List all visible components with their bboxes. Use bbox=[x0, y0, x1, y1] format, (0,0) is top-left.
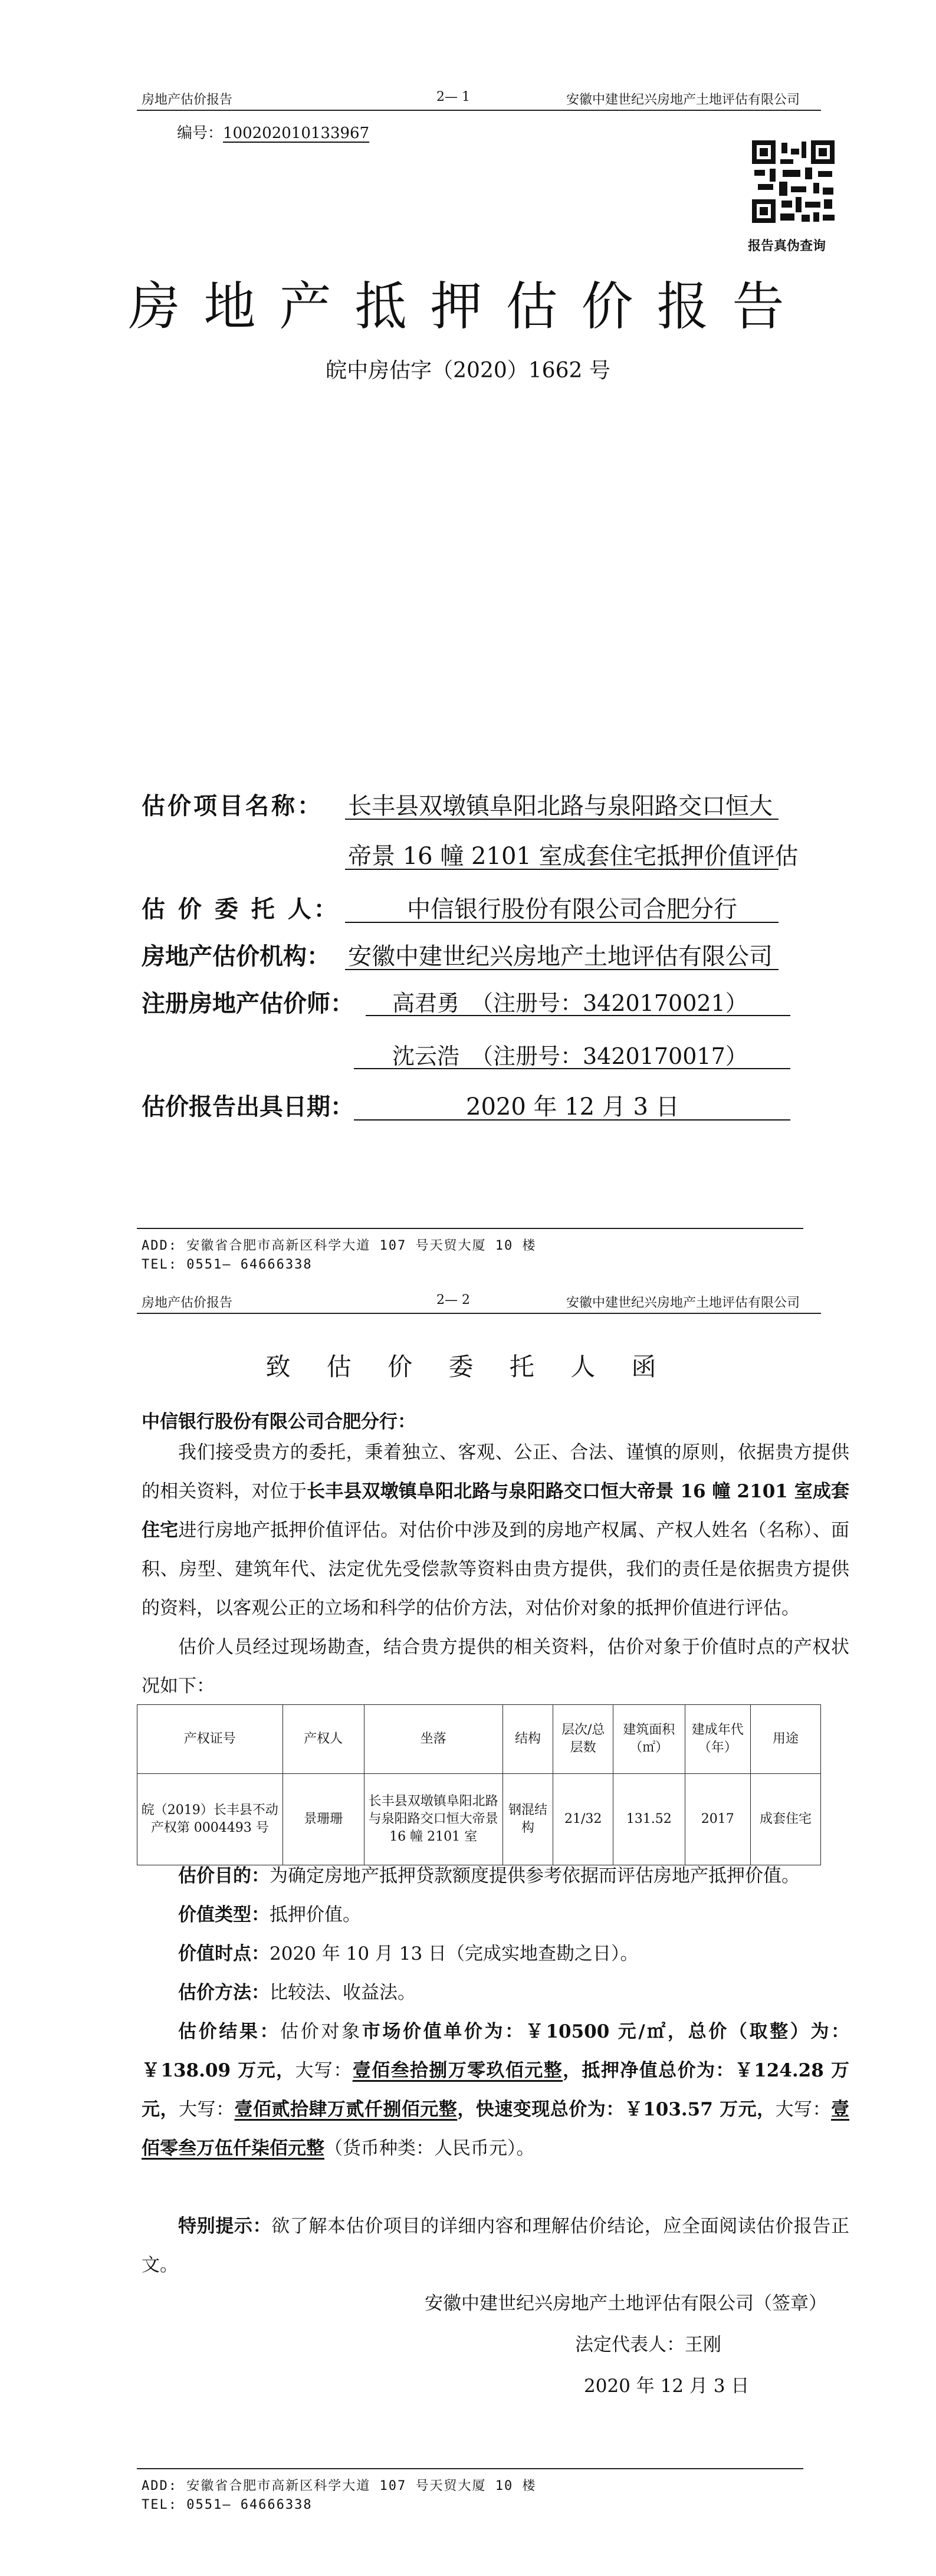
table-row bbox=[137, 1774, 821, 1865]
footer-address: ADD: 安徽省合肥市高新区科学大道 107 号天贸大厦 10 楼 bbox=[142, 1238, 537, 1253]
quick-sale-value: ，快速变现总价为：￥103.57 万元， bbox=[457, 2099, 776, 2120]
qr-code-icon[interactable] bbox=[752, 140, 835, 223]
table-header: 产权证号 bbox=[137, 1705, 283, 1774]
project-line-2: 帝景 16 幢 2101 室成套住宅抵押价值评估 bbox=[348, 843, 799, 870]
appraiser-2: 沈云浩 （注册号：3420170017） bbox=[392, 1043, 748, 1069]
footer-address: ADD: 安徽省合肥市高新区科学大道 107 号天贸大厦 10 楼 bbox=[142, 2479, 537, 2493]
property-address: 长丰县双墩镇阜阳北路与泉阳路交口恒大帝景 16 幢 2101 室成套住宅 bbox=[142, 1481, 850, 1541]
header-left: 房地产估价报告 bbox=[142, 1296, 233, 1310]
table-header: 用途 bbox=[750, 1705, 820, 1774]
signature-representative: 法定代表人：王刚 bbox=[575, 2334, 721, 2355]
table-header: 建成年代（年） bbox=[685, 1705, 750, 1774]
agency-label: 房地产估价机构： bbox=[142, 942, 330, 970]
date-value: 2020 年 12 月 3 日 bbox=[466, 1093, 679, 1121]
serial-number bbox=[177, 121, 369, 143]
value-time-line: 价值时点：2020 年 10 月 13 日（完成实地查勘之日）。 bbox=[178, 1943, 639, 1964]
appraiser-label: 注册房地产估价师： bbox=[142, 990, 354, 1017]
purpose-line: 估价目的：为确定房地产抵押贷款额度提供参考依据而评估房地产抵押价值。 bbox=[178, 1865, 800, 1887]
header-rule bbox=[137, 1313, 821, 1314]
serial-value: 100202010133967 bbox=[223, 124, 370, 142]
appraiser-1: 高君勇 （注册号：3420170021） bbox=[392, 990, 748, 1016]
project-label: 估价项目名称： bbox=[142, 792, 323, 820]
value-type-line: 价值类型：抵押价值。 bbox=[178, 1904, 361, 1926]
table-header: 产权人 bbox=[283, 1705, 364, 1774]
signature-company: 安徽中建世纪兴房地产土地评估有限公司（签章） bbox=[425, 2293, 827, 2314]
report-doc-number: 皖中房估字（2020）1662 号 bbox=[326, 359, 610, 383]
footer-tel: TEL: 0551— 64666338 bbox=[142, 1257, 313, 1272]
table-cell: 21/32 bbox=[553, 1774, 613, 1865]
qr-caption: 报告真伪查询 bbox=[748, 238, 826, 254]
footer-tel: TEL: 0551— 64666338 bbox=[142, 2498, 313, 2512]
letter-salutation: 中信银行股份有限公司合肥分行： bbox=[142, 1411, 416, 1432]
result-paragraph: 估价结果：估价对象市场价值单价为：￥10500 元/㎡，总价（取整）为：￥138.09 万元，大写：壹佰叁拾捌万零玖佰元整，抵押净值总价为：￥124.28 万元，大写：壹佰贰拾肆万贰仟捌佰元整，快速变现总价为：￥103.57 万元，大写：壹佰零叁万伍仟柒佰元整（货币种类：人民币元）。 bbox=[142, 2021, 850, 2159]
table-cell: 长丰县双墩镇阜阳北路与泉阳路交口恒大帝景 16 幢 2101 室 bbox=[364, 1774, 503, 1865]
table-cell: 131.52 bbox=[613, 1774, 685, 1865]
client-value: 中信银行股份有限公司合肥分行 bbox=[407, 896, 737, 923]
table-cell: 皖（2019）长丰县不动产权第 0004493 号 bbox=[137, 1774, 283, 1865]
agency-value: 安徽中建世纪兴房地产土地评估有限公司 bbox=[348, 943, 773, 970]
footer-rule bbox=[137, 1228, 803, 1229]
header-rule bbox=[137, 110, 821, 111]
mortgage-net-value: ，抵押净值总价为：￥124.28 万元， bbox=[142, 2060, 850, 2120]
header-left: 房地产估价报告 bbox=[142, 93, 233, 107]
header-right: 安徽中建世纪兴房地产土地评估有限公司 bbox=[566, 93, 800, 107]
letter-title: 致 估 价 委 托 人 函 bbox=[265, 1352, 671, 1381]
header-page-number: 2— 1 bbox=[436, 90, 470, 104]
footer-rule bbox=[137, 2468, 803, 2469]
project-line-1: 长丰县双墩镇阜阳北路与泉阳路交口恒大 bbox=[348, 793, 773, 820]
report-title: 房地产抵押估价报告 bbox=[128, 276, 808, 337]
table-header: 层次/总层数 bbox=[553, 1705, 613, 1774]
special-notice: 特别提示：欲了解本估价项目的详细内容和理解估价结论，应全面阅读估价报告正文。 bbox=[142, 2216, 850, 2276]
table-header: 建筑面积（㎡） bbox=[613, 1705, 685, 1774]
date-label: 估价报告出具日期： bbox=[142, 1093, 354, 1121]
table-cell: 钢混结构 bbox=[503, 1774, 553, 1865]
table-cell: 2017 bbox=[685, 1774, 750, 1865]
letter-paragraph-1: 我们接受贵方的委托，秉着独立、客观、公正、合法、谨慎的原则，依据贵方提供的相关资料，对位于长丰县双墩镇阜阳北路与泉阳路交口恒大帝景 16 幢 2101 室成套住宅进行房地产抵押价值评估。对估价中涉及到的房地产权属、产权人姓名（名称）、面积、房型、建筑年代、法定优先受偿款等资料由贵方提供，我们的责任是依据贵方提供的资料，以客观公正的立场和科学的估价方法，对估价对象的抵押价值进行评估。 bbox=[142, 1442, 850, 1619]
market-value: 市场价值单价为：￥10500 元/㎡，总价（取整）为：￥138.09 万元， bbox=[142, 2021, 850, 2081]
table-cell: 景珊珊 bbox=[283, 1774, 364, 1865]
table-cell: 成套住宅 bbox=[750, 1774, 820, 1865]
table-header-row bbox=[137, 1705, 821, 1774]
table-header: 结构 bbox=[503, 1705, 553, 1774]
header-right: 安徽中建世纪兴房地产土地评估有限公司 bbox=[566, 1296, 800, 1310]
letter-paragraph-2: 估价人员经过现场勘查，结合贵方提供的相关资料，估价对象于价值时点的产权状况如下： bbox=[142, 1637, 849, 1697]
method-line: 估价方法：比较法、收益法。 bbox=[178, 1982, 416, 2003]
header-page-number: 2— 2 bbox=[436, 1293, 470, 1307]
table-header: 坐落 bbox=[364, 1705, 503, 1774]
client-label: 估 价 委 托 人： bbox=[142, 895, 340, 923]
property-rights-table bbox=[137, 1704, 821, 1865]
serial-label: 编号： bbox=[177, 124, 224, 142]
signature-date: 2020 年 12 月 3 日 bbox=[584, 2375, 750, 2397]
